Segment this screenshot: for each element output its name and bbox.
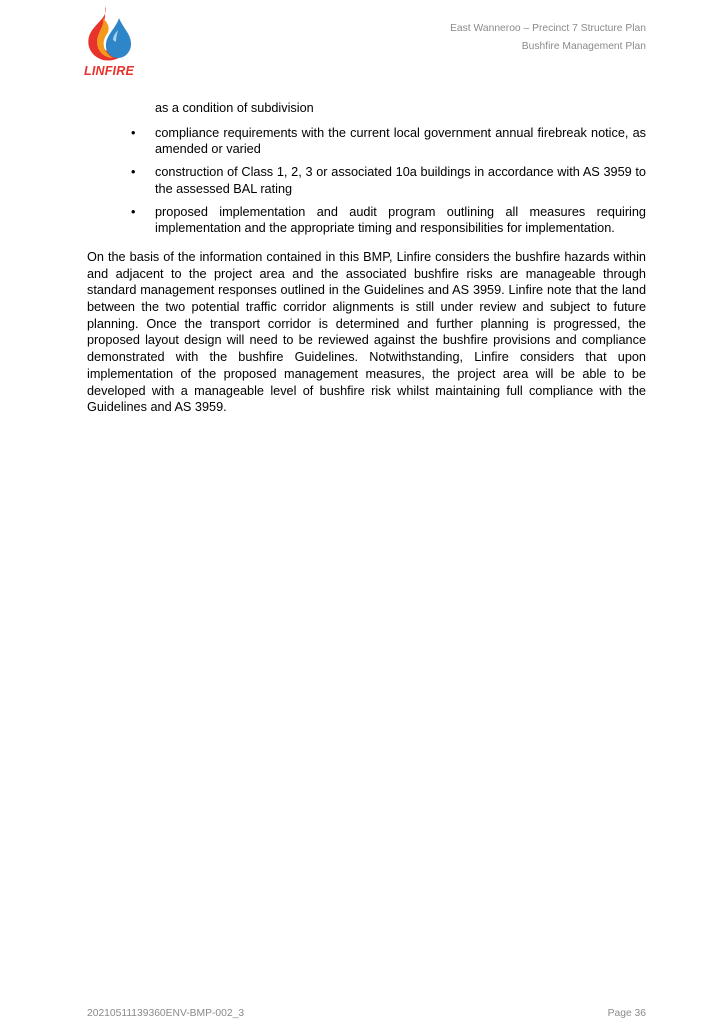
bullet-text: construction of Class 1, 2, 3 or associated 10a buildings in accordance with AS 3959 to the assessed BAL rating	[155, 165, 646, 196]
header-title: East Wanneroo – Precinct 7 Structure Plan	[450, 23, 646, 34]
page-header	[450, 20, 646, 56]
list-item	[87, 125, 646, 158]
bullet-icon: •	[131, 165, 136, 180]
page-content	[87, 100, 646, 416]
footer-page-number: Page 36	[607, 1008, 646, 1019]
bullet-icon: •	[131, 125, 136, 140]
flame-droplet-icon	[83, 4, 135, 62]
linfire-logo	[83, 4, 135, 80]
bullet-text: compliance requirements with the current local government annual firebreak notice, as amended or varied	[155, 125, 646, 157]
logo-wordmark: LINFIRE	[83, 64, 134, 78]
header-subtitle: Bushfire Management Plan	[521, 41, 646, 52]
list-item	[87, 164, 646, 197]
bullet-list	[87, 125, 646, 237]
body-paragraph: On the basis of the information contained in this BMP, Linfire considers the bushfire hazards within and adjacent to the project area and the associated bushfire risks are manageable through standard management responses outlined in the Guidelines and AS 3959. Linfire note that the land between the two potential traffic corridor alignments is still under review and subject to future planning. Once the transport corridor is determined and further planning is progressed, the proposed layout design will need to be reviewed against the bushfire provisions and compliance demonstrated with the bushfire Guidelines. Notwithstanding, Linfire considers that upon implementation of the proposed management measures, the project area will be able to be developed with a manageable level of bushfire risk whilst maintaining full compliance with the Guidelines and AS 3959.	[87, 249, 646, 415]
continued-bullet-text: as a condition of subdivision	[155, 101, 314, 115]
list-item	[87, 204, 646, 237]
bullet-icon: •	[131, 204, 136, 219]
footer-doc-id: 20210511139360ENV-BMP-002_3	[87, 1008, 245, 1019]
bullet-text: proposed implementation and audit program outlining all measures requiring implementation and the appropriate timing and responsibilities for implementation.	[155, 204, 646, 236]
